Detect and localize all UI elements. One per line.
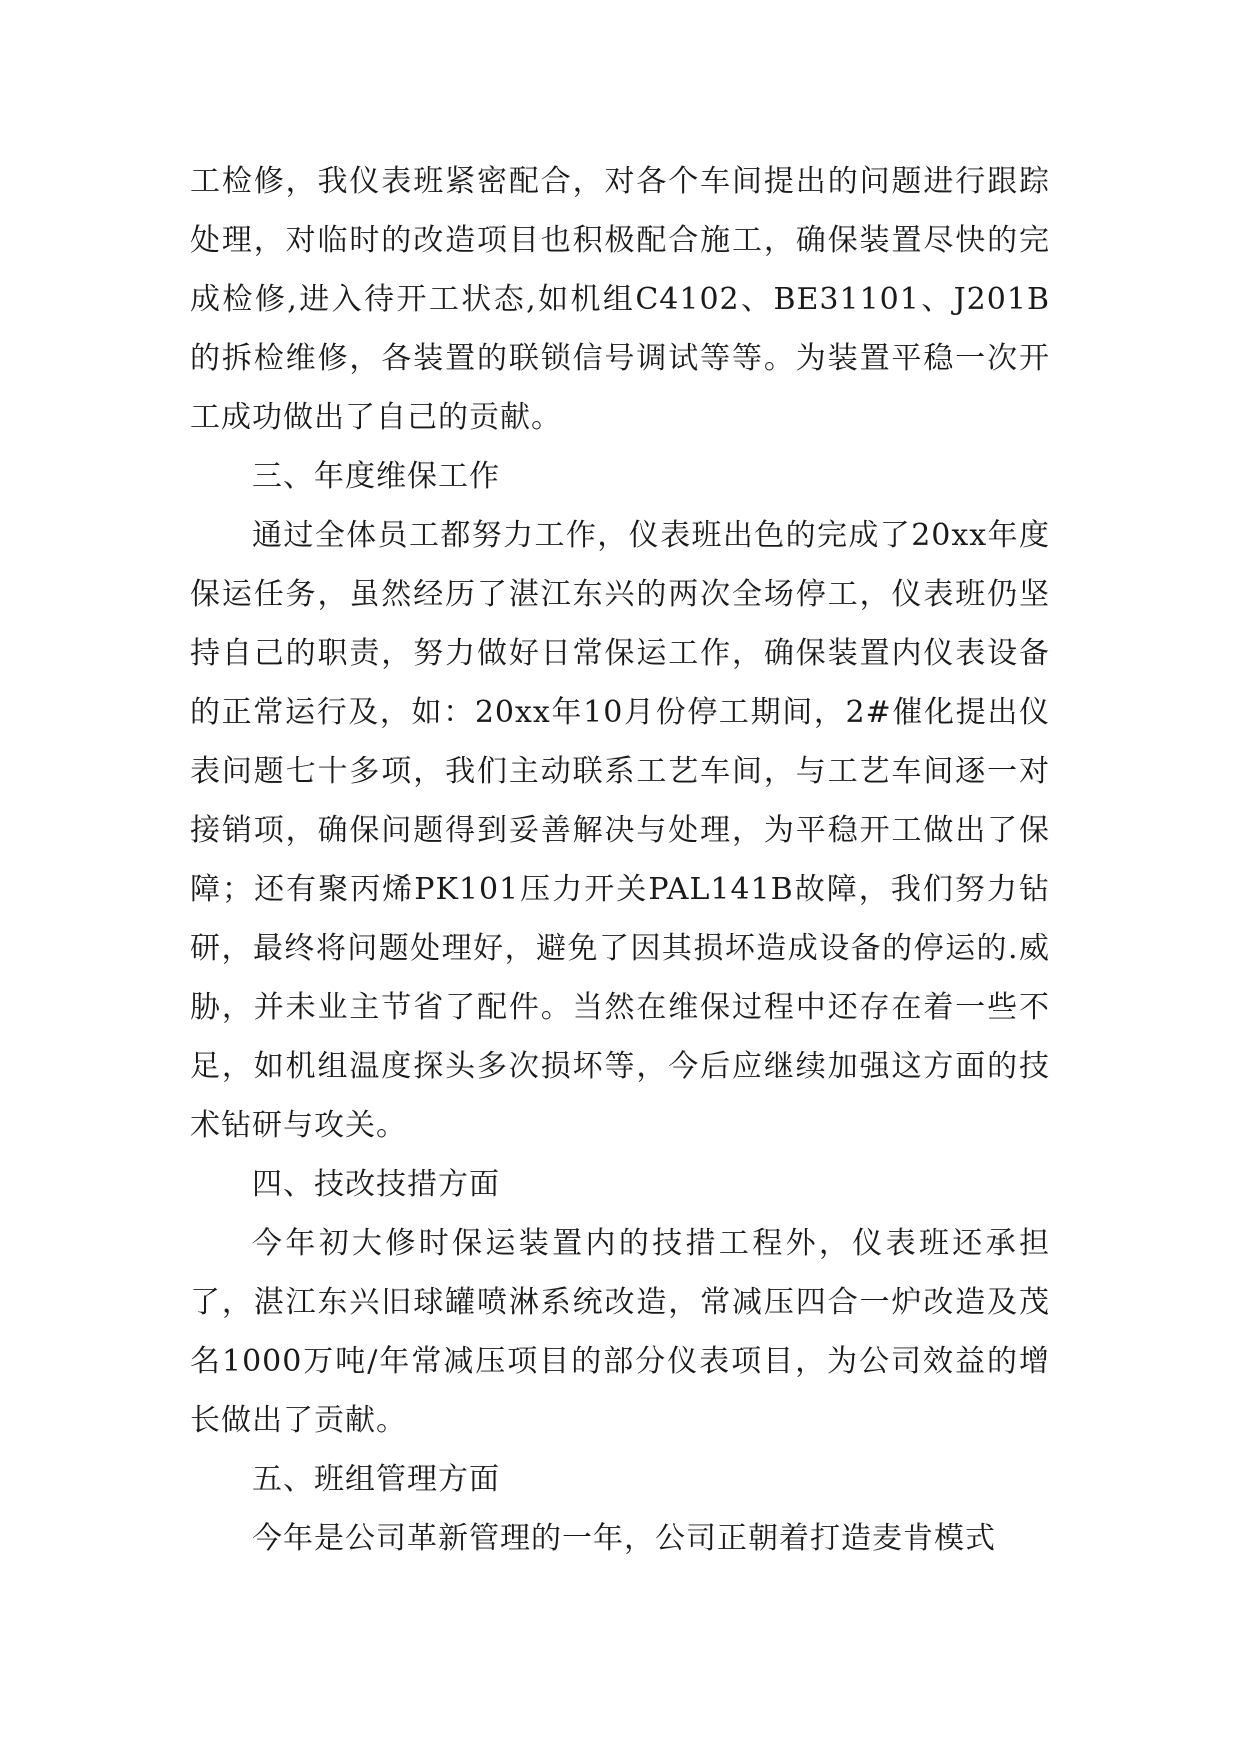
paragraph-technical-improvement: 今年初大修时保运装置内的技措工程外，仪表班还承担了，湛江东兴旧球罐喷淋系统改造，常减压四合一炉改造及茂名1000万吨/年常减压项目的部分仪表项目，为公司效益的增长做出了贡献。 (190, 1226, 1050, 1438)
paragraph-continuation: 工检修，我仪表班紧密配合，对各个车间提出的问题进行跟踪处理，对临时的改造项目也积极配合施工，确保装置尽快的完成检修,进入待开工状态,如机组C4102、BE31101、J201B的拆检维修，各装置的联锁信号调试等等。为装置平稳一次开工成功做出了自己的贡献。 (190, 164, 1050, 435)
section-heading-team-management: 五、班组管理方面 (252, 1462, 500, 1497)
paragraph-annual-maintenance: 通过全体员工都努力工作，仪表班出色的完成了20xx年度保运任务，虽然经历了湛江东兴的两次全场停工，仪表班仍坚持自己的职责，努力做好日常保运工作，确保装置内仪表设备的正常运行及，如：20xx年10月份停工期间，2#催化提出仪表问题七十多项，我们主动联系工艺车间，与工艺车间逐一对接销项，确保问题得到妥善解决与处理，为平稳开工做出了保障；还有聚丙烯PK101压力开关PAL141B故障，我们努力钻研，最终将问题处理好，避免了因其损坏造成设备的停运的.威胁，并未业主节省了配件。当然在维保过程中还存在着一些不足，如机组温度探头多次损坏等，今后应继续加强这方面的技术钻研与攻关。 (190, 518, 1050, 1143)
section-heading-technical-improvement: 四、技改技措方面 (252, 1167, 500, 1202)
section-heading-annual-maintenance: 三、年度维保工作 (252, 459, 500, 494)
document-body (190, 152, 1050, 1568)
paragraph-team-management: 今年是公司革新管理的一年，公司正朝着打造麦肯模式 (252, 1521, 996, 1556)
